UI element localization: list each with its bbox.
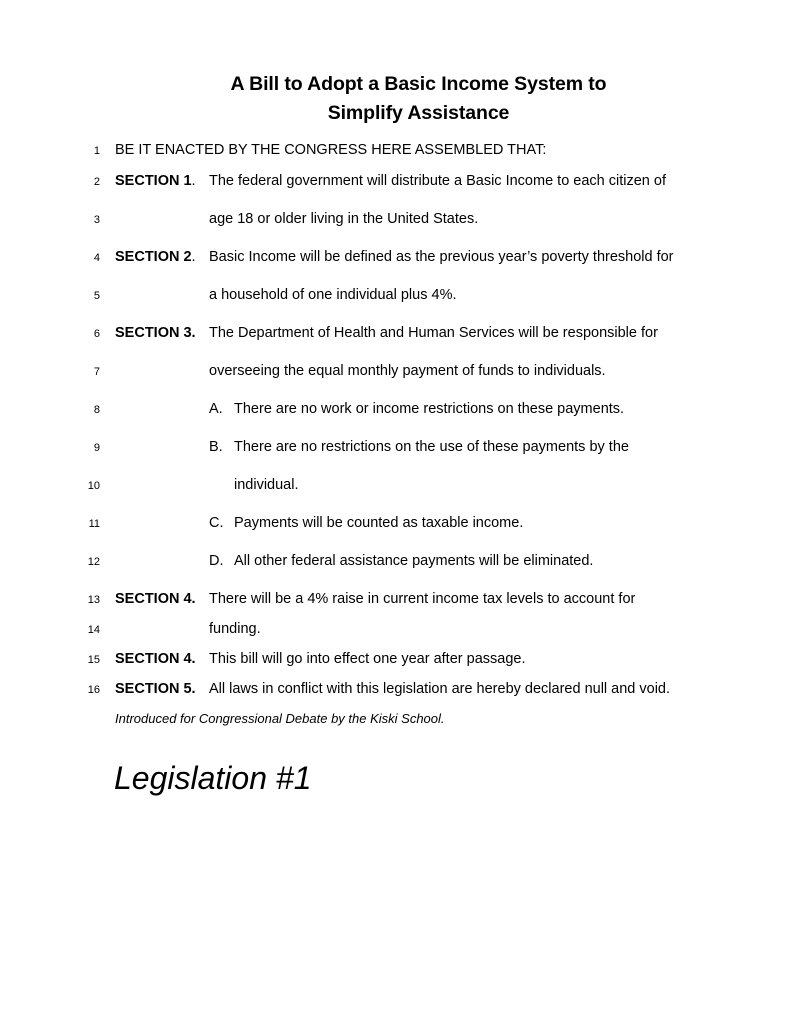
bill-line [0,678,791,708]
section-label-period: . [191,173,196,189]
bill-line [0,550,791,588]
list-item-text: There are no work or income restrictions on these payments. [234,401,625,417]
list-item [209,550,593,572]
page-title-line-2: Simplify Assistance [327,102,510,124]
line-number: 16 [87,684,100,696]
section-label [115,648,196,670]
line-number: 12 [87,556,100,568]
line-text: All laws in conflict with this legislation are hereby declared null and void. [209,681,671,697]
list-item-marker: A. [209,401,223,417]
list-item-marker: C. [209,515,224,531]
bill-line [0,360,791,398]
bill-line [0,512,791,550]
bill-line [0,139,791,170]
section-label-text: SECTION 4. [115,651,196,667]
line-text: Basic Income will be defined as the previous year’s poverty threshold for [209,249,674,265]
line-number: 5 [93,290,100,302]
bill-line [0,436,791,474]
line-number: 10 [87,480,100,492]
list-item [209,398,624,420]
bill-line [0,284,791,322]
section-label [115,170,196,192]
line-number: 14 [87,624,100,636]
list-item [209,436,629,458]
line-number: 13 [87,594,100,606]
bill-line [0,398,791,436]
section-label [115,246,196,268]
bill-line [0,322,791,360]
bill-body [0,139,791,708]
line-text: a household of one individual plus 4%. [209,287,457,303]
page-title-line-1: A Bill to Adopt a Basic Income System to [230,73,607,95]
line-number: 1 [93,145,100,157]
line-number: 8 [93,404,100,416]
line-text: age 18 or older living in the United States. [209,211,479,227]
line-text: overseeing the equal monthly payment of funds to individuals. [209,363,606,379]
line-number: 7 [93,366,100,378]
list-item-marker: D. [209,553,224,569]
section-label-text: SECTION 1 [115,173,192,189]
line-text: The federal government will distribute a Basic Income to each citizen of [209,173,666,189]
list-item-text: There are no restrictions on the use of these payments by the [234,439,629,455]
list-item [209,512,523,534]
section-label-text: SECTION 4. [115,591,196,607]
section-label-period: . [191,249,196,265]
bill-line [0,618,791,648]
line-text: BE IT ENACTED BY THE CONGRESS HERE ASSEMBLED THAT: [115,142,547,158]
line-text: funding. [209,621,261,637]
line-number: 2 [93,176,100,188]
line-text: There will be a 4% raise in current income tax levels to account for [209,591,636,607]
section-label-text: SECTION 5. [115,681,196,697]
line-number: 3 [93,214,100,226]
section-label-text: SECTION 2 [115,249,192,265]
page-title [0,70,791,128]
section-label [115,678,196,700]
line-number: 9 [93,442,100,454]
bill-line [0,170,791,208]
section-label [115,588,196,610]
line-text: The Department of Health and Human Services will be responsible for [209,325,658,341]
section-label-text: SECTION 3. [115,325,196,341]
section-label [115,322,196,344]
line-text: This bill will go into effect one year after passage. [209,651,526,667]
list-item-text: All other federal assistance payments will be eliminated. [234,553,594,569]
legislation-heading: Legislation #1 [114,760,312,796]
list-item-text: Payments will be counted as taxable income. [234,515,524,531]
bill-line [0,208,791,246]
bill-line [0,648,791,678]
list-item-marker: B. [209,439,223,455]
line-number: 6 [93,328,100,340]
attribution-note: Introduced for Congressional Debate by the Kiski School. [115,711,445,726]
line-text: individual. [234,477,299,493]
line-number: 4 [93,252,100,264]
bill-line [0,246,791,284]
line-number: 15 [87,654,100,666]
line-number: 11 [88,518,100,530]
bill-line [0,474,791,512]
bill-line [0,588,791,618]
